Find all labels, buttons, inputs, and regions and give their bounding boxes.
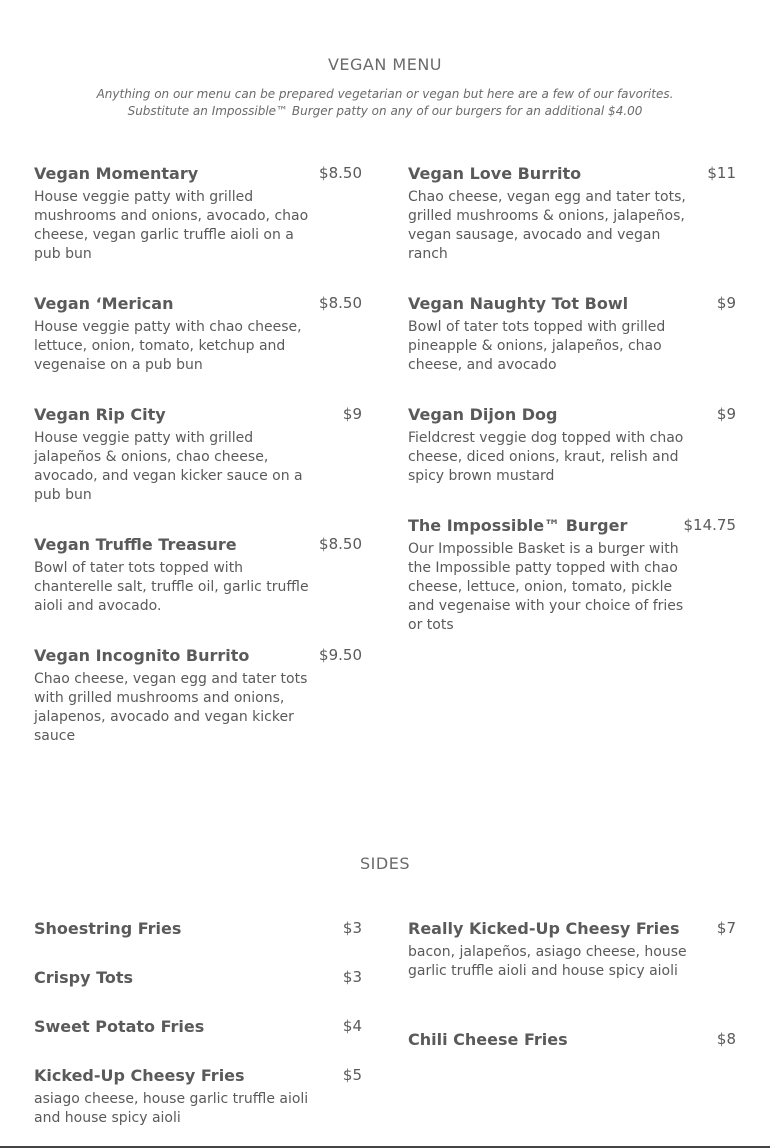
menu-item-vegan-rip-city bbox=[34, 405, 362, 505]
menu-item-vegan-momentary bbox=[34, 164, 362, 264]
item-price: $14.75 bbox=[683, 516, 736, 534]
side-item-really-kicked-up-cheesy-fries bbox=[408, 919, 736, 981]
item-name: Crispy Tots bbox=[34, 968, 134, 987]
menu-item-vegan-incognito-burrito bbox=[34, 646, 362, 746]
item-price: $8.50 bbox=[319, 535, 362, 553]
item-name: Vegan Incognito Burrito bbox=[34, 646, 250, 665]
item-price: $8.50 bbox=[319, 164, 362, 182]
sides-title: SIDES bbox=[360, 854, 410, 873]
item-price: $5 bbox=[342, 1066, 362, 1084]
item-price: $11 bbox=[707, 164, 736, 182]
item-name: The Impossible™ Burger bbox=[408, 516, 628, 535]
menu-item-vegan-merican bbox=[34, 294, 362, 375]
vegan-menu-title: VEGAN MENU bbox=[327, 55, 443, 74]
item-price: $8 bbox=[716, 1030, 736, 1048]
item-price: $9 bbox=[716, 294, 736, 312]
side-item-shoestring-fries bbox=[34, 919, 362, 941]
menu-item-vegan-dijon-dog bbox=[408, 405, 736, 486]
side-item-crispy-tots bbox=[34, 968, 362, 990]
item-description: Our Impossible Basket is a burger with the Impossible patty topped with chao cheese, lettuce, onion, tomato, pickle and vegenaise with your choice of fries or tots bbox=[408, 541, 684, 633]
item-description: Bowl of tater tots topped with grilled pineapple & onions, jalapeños, chao cheese, and avocado bbox=[408, 319, 666, 373]
item-description: House veggie patty with chao cheese, lettuce, onion, tomato, ketchup and vegenaise on a pub bun bbox=[34, 319, 302, 373]
item-price: $9 bbox=[342, 405, 362, 423]
item-name: Vegan Rip City bbox=[34, 405, 166, 424]
item-description: House veggie patty with grilled jalapeños & onions, chao cheese, avocado, and vegan kicker sauce on a pub bun bbox=[34, 430, 303, 503]
item-description: Chao cheese, vegan egg and tater tots, grilled mushrooms & onions, jalapeños, vegan sausage, avocado and vegan ranch bbox=[408, 189, 686, 262]
item-description: bacon, jalapeños, asiago cheese, house garlic truffle aioli and house spicy aioli bbox=[408, 944, 687, 979]
item-price: $3 bbox=[342, 919, 362, 937]
item-name: Vegan Momentary bbox=[34, 164, 199, 183]
item-name: Vegan Naughty Tot Bowl bbox=[408, 294, 629, 313]
item-name: Vegan ‘Merican bbox=[34, 294, 174, 313]
item-description: Fieldcrest veggie dog topped with chao cheese, diced onions, kraut, relish and spicy brown mustard bbox=[408, 430, 684, 484]
side-item-sweet-potato-fries bbox=[34, 1017, 362, 1039]
menu-item-impossible-burger bbox=[408, 516, 736, 635]
menu-item-vegan-love-burrito bbox=[408, 164, 736, 264]
item-description: Chao cheese, vegan egg and tater tots with grilled mushrooms and onions, jalapenos, avocado and vegan kicker sauce bbox=[34, 671, 308, 744]
vegan-menu-intro bbox=[0, 86, 770, 120]
side-item-chili-cheese-fries bbox=[408, 1030, 736, 1052]
item-name: Vegan Love Burrito bbox=[408, 164, 582, 183]
item-description: Bowl of tater tots topped with chanterelle salt, truffle oil, garlic truffle aioli and avocado. bbox=[34, 560, 309, 614]
menu-item-vegan-truffle-treasure bbox=[34, 535, 362, 616]
item-price: $9 bbox=[716, 405, 736, 423]
item-price: $8.50 bbox=[319, 294, 362, 312]
intro-line-1: Anything on our menu can be prepared vegetarian or vegan but here are a few of our favorites. bbox=[96, 87, 674, 101]
item-name: Sweet Potato Fries bbox=[34, 1017, 205, 1036]
item-description: asiago cheese, house garlic truffle aioli and house spicy aioli bbox=[34, 1091, 309, 1126]
item-name: Vegan Dijon Dog bbox=[408, 405, 558, 424]
item-name: Shoestring Fries bbox=[34, 919, 182, 938]
item-price: $7 bbox=[716, 919, 736, 937]
item-price: $3 bbox=[342, 968, 362, 986]
item-price: $4 bbox=[342, 1017, 362, 1035]
item-description: House veggie patty with grilled mushrooms and onions, avocado, chao cheese, vegan garlic truffle aioli on a pub bun bbox=[34, 189, 309, 262]
item-name: Kicked-Up Cheesy Fries bbox=[34, 1066, 245, 1085]
intro-line-2: Substitute an Impossible™ Burger patty on any of our burgers for an additional $4.00 bbox=[127, 104, 643, 118]
item-name: Really Kicked-Up Cheesy Fries bbox=[408, 919, 680, 938]
side-item-kicked-up-cheesy-fries bbox=[34, 1066, 362, 1128]
item-price: $9.50 bbox=[319, 646, 362, 664]
item-name: Vegan Truffle Treasure bbox=[34, 535, 237, 554]
item-name: Chili Cheese Fries bbox=[408, 1030, 568, 1049]
menu-item-vegan-naughty-tot-bowl bbox=[408, 294, 736, 375]
